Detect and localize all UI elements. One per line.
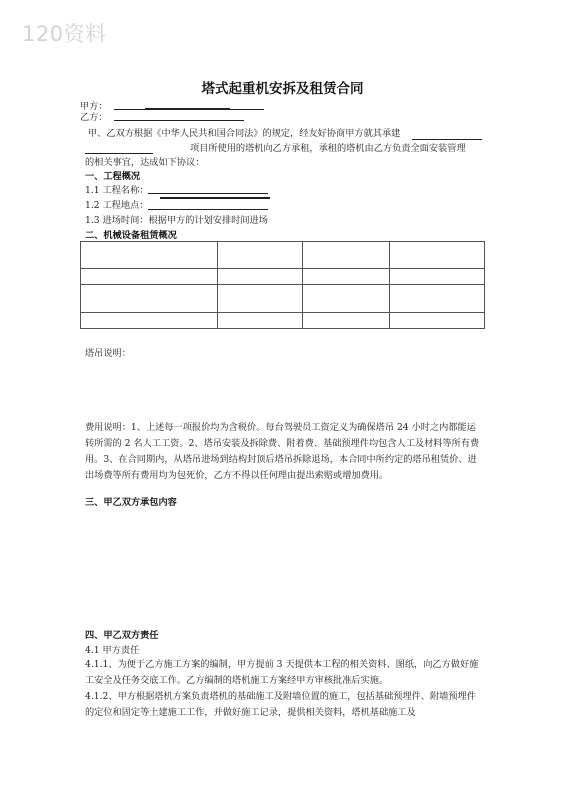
party-a-redaction: [145, 108, 230, 110]
project-name-field-underline: [148, 193, 268, 194]
project-location-item: 1.2 工程地点：: [85, 200, 149, 211]
table-row: [81, 285, 485, 313]
table-row: [81, 313, 485, 329]
section-3-heading: 三、甲乙双方承包内容: [85, 497, 177, 508]
equipment-rental-table: [80, 241, 485, 329]
table-cell: [390, 269, 485, 285]
table-cell: [81, 285, 218, 313]
intro-line-3: 的相关事宜，达成如下协议：: [85, 157, 205, 168]
table-cell: [303, 242, 390, 269]
table-cell: [81, 242, 218, 269]
section-2-heading: 二、机械设备租赁概况: [85, 230, 177, 241]
watermark: 120资料: [22, 22, 107, 46]
table-row: [81, 269, 485, 285]
intro-line-1: 甲、乙双方根据《中华人民共和国合同法》的规定，经友好协商甲方就其承建: [88, 128, 401, 139]
table-cell: [218, 269, 303, 285]
table-row: [81, 242, 485, 269]
party-a-duty-subheading: 4.1 甲方责任: [85, 645, 140, 656]
table-cell: [303, 269, 390, 285]
intro-line-2: 项目所使用的塔机向乙方承租，承租的塔机由乙方负责全面安装管理: [190, 143, 466, 154]
duty-4-1-1: 4.1.1、为便于乙方施工方案的编制，甲方提前 3 天提供本工程的相关资料、图纸，向乙方做好施工安全及任务交底工作。乙方编制的塔机施工方案经甲方审核批准后实施。: [85, 659, 479, 686]
table-cell: [390, 242, 485, 269]
section-4-heading: 四、甲乙双方责任: [85, 630, 159, 641]
contract-title: 塔式起重机安拆及租赁合同: [201, 81, 364, 97]
table-cell: [218, 313, 303, 329]
entry-time-item: 1.3 进场时间：根据甲方的计划安排时间进场: [85, 215, 268, 226]
project-location-underline: [148, 209, 268, 210]
table-cell: [303, 285, 390, 313]
table-cell: [81, 269, 218, 285]
party-a-label: 甲方：: [80, 101, 108, 112]
table-cell: [81, 313, 218, 329]
table-cell: [218, 242, 303, 269]
table-cell: [303, 313, 390, 329]
project-name-redaction: [160, 197, 270, 199]
table-cell: [390, 285, 485, 313]
project-name-item: 1.1 工程名称：: [85, 185, 149, 196]
duty-4-1-2: 4.1.2、甲方根据塔机方案负责塔机的基础施工及附墙位置的施工，包括基础预埋件、附墙预埋件的定位和固定等土建施工工作，并做好施工记录，提供相关资料，塔机基础施工及: [85, 691, 476, 718]
party-b-label: 乙方：: [80, 112, 108, 123]
section-1-heading: 一、工程概况: [85, 171, 141, 182]
fee-note-paragraph: 费用说明：1、上述每一项报价均为含税价。每台驾驶员工资定义为确保塔吊 24 小时之内都能运转所需的 2 名人工工资。2、塔吊安装及拆除费、附着费、基础预埋件均包含人工及材料等所有费用。3、在合同期内，从塔吊进场到结构封顶后塔吊拆除退场，本合同中所约定的塔吊租赁价、进出场费等所有费用均为包死价，乙方不得以任何理由提出索赔或增加费用。: [85, 422, 480, 481]
project-name-underline: [412, 139, 482, 140]
table-cell: [218, 285, 303, 313]
party-b-underline: [114, 120, 244, 121]
intro-line-3-underline: [85, 153, 153, 154]
crane-note-label: 塔吊说明：: [85, 348, 131, 359]
table-cell: [390, 313, 485, 329]
